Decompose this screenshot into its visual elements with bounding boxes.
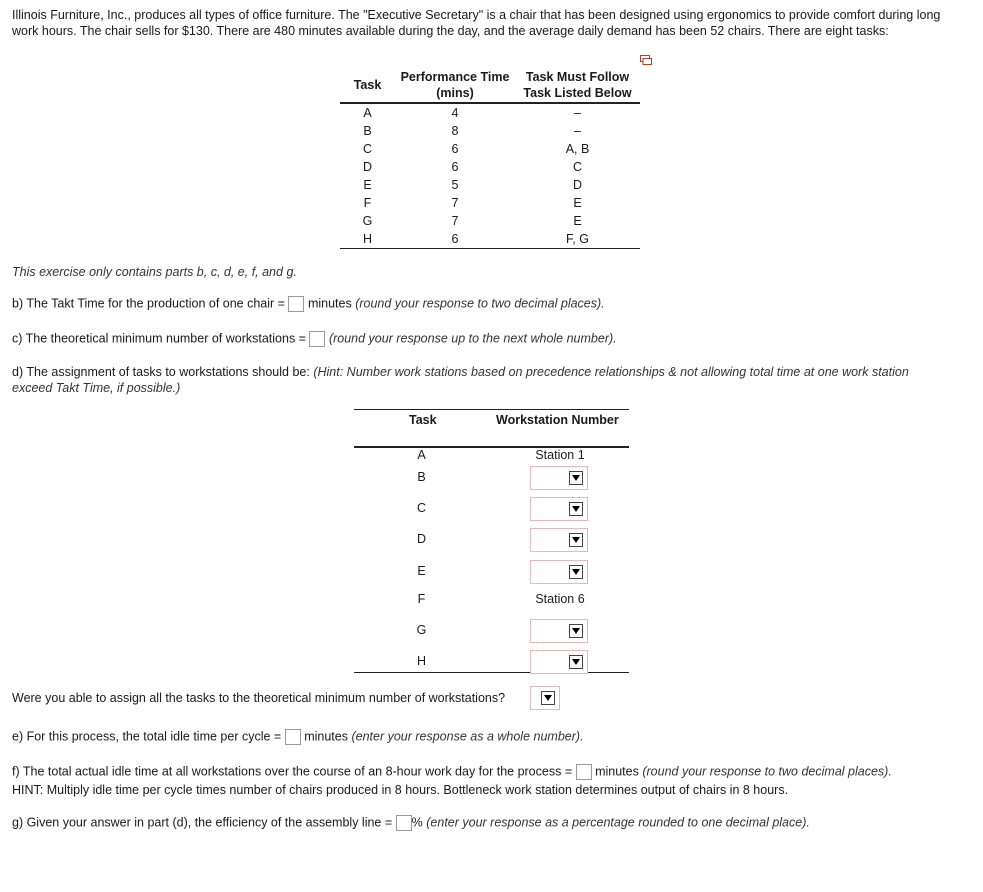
task-cell-prec: C (572, 160, 583, 174)
col-task-header: Task (353, 78, 382, 92)
part-g-prefix: g) Given your answer in part (d), the efficiency of the assembly line = (12, 815, 393, 830)
station-dropdown[interactable] (530, 619, 588, 643)
min-stations-question-text: Were you able to assign all the tasks to the theoretical minimum number of workstations? (12, 691, 506, 705)
part-b-prefix: b) The Takt Time for the production of one chair = (12, 296, 285, 311)
col-time-header-line2: (mins) (436, 86, 474, 100)
exercise-note: This exercise only contains parts b, c, d, e, f, and g. (12, 265, 297, 279)
task-cell-time: 7 (451, 196, 459, 210)
part-d-hint-line2: exceed Takt Time, if possible.) (12, 381, 181, 395)
assignment-task-label: A (417, 448, 426, 462)
task-cell-task: C (362, 142, 373, 156)
col-time-header-line1: Performance Time (400, 70, 510, 84)
copy-icon[interactable] (640, 55, 652, 65)
min-stations-answer-dropdown[interactable] (530, 686, 560, 710)
col-prec-header-line1: Task Must Follow (525, 70, 630, 84)
assignment-task-label: G (416, 623, 427, 637)
task-row (340, 122, 640, 140)
station-dropdown[interactable] (530, 560, 588, 584)
task-row (340, 212, 640, 230)
chevron-down-icon (569, 655, 583, 669)
assignment-row (354, 532, 629, 563)
assignment-table (354, 409, 629, 673)
assignment-task-label: D (416, 532, 427, 546)
part-d (12, 364, 972, 396)
min-workstations-input[interactable] (309, 331, 325, 347)
task-cell-task: E (363, 178, 372, 192)
task-cell-time: 8 (451, 124, 459, 138)
task-cell-prec: E (573, 196, 582, 210)
assignment-row (354, 564, 629, 595)
part-f-suffix: minutes (595, 764, 639, 779)
part-b-hint: (round your response to two decimal places). (355, 296, 605, 311)
chevron-down-icon (569, 502, 583, 516)
part-f-hint2: HINT: Multiply idle time per cycle times number of chairs produced in 8 hours. Bottleneck work station determines output of chairs in 8 hours. (12, 783, 789, 797)
part-d-prefix: d) The assignment of tasks to workstations should be: (12, 365, 310, 379)
part-f (12, 764, 892, 780)
assignment-task-header: Task (409, 413, 437, 427)
part-c-hint: (round your response up to the next whole number). (328, 331, 617, 346)
part-c-prefix: c) The theoretical minimum number of workstations = (12, 331, 306, 346)
chevron-down-icon (569, 471, 583, 485)
assignment-station-label: Station 1 (535, 448, 585, 462)
part-g (12, 815, 810, 831)
task-cell-prec: – (574, 106, 581, 120)
part-f-prefix: f) The total actual idle time at all workstations over the course of an 8-hour work day for the process = (12, 764, 573, 779)
task-cell-time: 7 (451, 214, 459, 228)
task-row (340, 103, 640, 122)
assignment-row (354, 654, 629, 685)
assignment-task-label: F (417, 592, 426, 606)
col-prec-header-line2: Task Listed Below (523, 86, 632, 100)
station-dropdown[interactable] (530, 497, 588, 521)
total-idle-time-input[interactable] (576, 764, 592, 780)
task-cell-time: 6 (451, 160, 459, 174)
task-cell-task: G (362, 214, 373, 228)
col-prec-header (515, 68, 640, 103)
part-e-prefix: e) For this process, the total idle time per cycle = (12, 729, 282, 744)
station-dropdown[interactable] (530, 528, 588, 552)
part-e (12, 729, 584, 745)
assignment-station-header: Workstation Number (496, 413, 619, 427)
task-cell-prec: D (572, 178, 583, 192)
min-stations-question (12, 691, 505, 705)
task-cell-task: A (363, 106, 372, 120)
part-f-hint: (round your response to two decimal places). (642, 764, 892, 779)
part-b-suffix: minutes (307, 296, 352, 311)
part-e-suffix: minutes (304, 729, 348, 744)
task-precedence-table (340, 68, 640, 249)
part-c (12, 331, 617, 347)
assignment-task-label: C (416, 501, 427, 515)
assignment-table-header (354, 410, 629, 448)
takt-time-input[interactable] (288, 296, 304, 312)
chevron-down-icon (541, 691, 555, 705)
assignment-task-label: B (417, 470, 426, 484)
efficiency-input[interactable] (396, 815, 412, 831)
task-row (340, 176, 640, 194)
task-cell-time: 6 (451, 142, 459, 156)
task-cell-prec: – (574, 124, 581, 138)
idle-time-per-cycle-input[interactable] (285, 729, 301, 745)
part-d-hint-line1: (Hint: Number work stations based on precedence relationships & not allowing total time at one work station (313, 365, 909, 379)
task-row (340, 194, 640, 212)
task-cell-task: B (363, 124, 372, 138)
assignment-task-label: H (416, 654, 427, 668)
task-cell-task: H (362, 232, 373, 246)
task-row (340, 158, 640, 176)
station-dropdown[interactable] (530, 650, 588, 674)
task-cell-time: 6 (451, 232, 459, 246)
col-time-header (395, 68, 515, 103)
assignment-station-label: Station 6 (535, 592, 585, 606)
task-cell-prec: F, G (566, 232, 589, 246)
chevron-down-icon (569, 533, 583, 547)
part-g-suffix: % (411, 815, 423, 830)
assignment-task-label: E (417, 564, 426, 578)
task-cell-prec: A, B (565, 142, 590, 156)
task-cell-prec: E (573, 214, 582, 228)
task-row (340, 140, 640, 158)
task-cell-time: 5 (451, 178, 459, 192)
task-cell-task: F (363, 196, 372, 210)
task-cell-task: D (362, 160, 373, 174)
chevron-down-icon (569, 624, 583, 638)
problem-intro: Illinois Furniture, Inc., produces all types of office furniture. The "Executive Secretary" is a chair that has been designed using ergonomics to provide comfort during long work hours. The chair sells for $130. There are 480 minutes available during the day, and the average daily demand has been 52 chairs. There are eight tasks: (12, 8, 941, 38)
task-row (340, 230, 640, 249)
task-cell-time: 4 (451, 106, 459, 120)
part-e-hint: (enter your response as a whole number). (351, 729, 584, 744)
part-g-hint: (enter your response as a percentage rounded to one decimal place). (426, 815, 810, 830)
part-b (12, 296, 605, 312)
station-dropdown[interactable] (530, 466, 588, 490)
chevron-down-icon (569, 565, 583, 579)
